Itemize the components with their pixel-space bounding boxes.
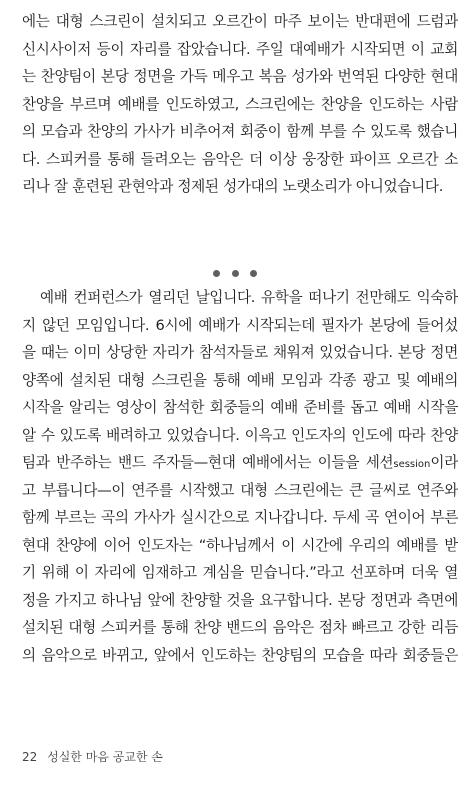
text-fragment: 팀과 반주하는 밴드 주자들—현대 예배에서는 이들을 세션 — [22, 454, 394, 471]
text-line: 정을 가지고 하나님 앞에 찬양할 것을 요구합니다. 본당 정면과 측면에 — [22, 591, 458, 609]
text-fragment: 이라 — [430, 454, 458, 471]
paragraph-2 — [22, 284, 458, 669]
text-line: 양쪽에 설치된 대형 스크린을 통해 예배 모임과 각종 광고 및 예배의 — [22, 371, 458, 389]
text-line: 의 모습과 찬양의 가사가 비추어져 회중이 함께 부를 수 있도록 했습니 — [22, 123, 458, 140]
text-line: 시작을 알리는 영상이 참석한 회중들의 예배 준비를 돕고 예배 시작을 — [22, 399, 458, 416]
text-line: 을 때는 이미 상당한 자리가 참석자들로 채워져 있었습니다. 본당 정면 — [22, 344, 458, 361]
paragraph-1 — [22, 8, 458, 201]
separator-dot-icon — [213, 270, 220, 277]
session-word: session — [393, 459, 431, 470]
book-title: 성실한 마음 공교한 손 — [47, 750, 163, 764]
text-line: 신시사이저 등이 자리를 잡았습니다. 주일 대예배가 시작되면 이 교회 — [22, 40, 458, 58]
text-line: 는 찬양팀이 본당 정면을 가득 메우고 복음 성가와 번역된 다양한 현대 — [22, 68, 458, 85]
text-line: 고 부릅니다—이 연주를 시작했고 대형 스크린에는 큰 글씨로 연주와 — [22, 481, 458, 499]
text-line: 설치된 대형 스피커를 통해 찬양 밴드의 음악은 점차 빠르고 강한 리듬 — [22, 619, 458, 636]
separator-dot-icon — [232, 270, 239, 277]
text-line: 리나 잘 훈련된 관현악과 정제된 성가대의 노랫소리가 아니었습니다. — [22, 178, 444, 195]
separator-dot-icon — [250, 270, 257, 277]
text-line: 함께 부르는 곡의 가사가 실시간으로 지나갑니다. 두세 곡 연이어 부른 — [22, 509, 458, 526]
text-line — [22, 449, 458, 477]
page-number: 22 — [22, 750, 38, 764]
text-line: 기 위해 이 자리에 임재하고 계심을 믿습니다.”라고 선포하며 더욱 열 — [22, 564, 458, 581]
text-line: 다. 스피커를 통해 들려오는 음악은 더 이상 웅장한 파이프 오르간 소 — [22, 150, 458, 168]
text-line: 지 않던 모임입니다. 6시에 예배가 시작되는데 필자가 본당에 들어섰 — [22, 316, 458, 334]
text-line: 찬양을 부르며 예배를 인도하였고, 스크린에는 찬양을 인도하는 사람 — [22, 95, 458, 113]
text-line: 에는 대형 스크린이 설치되고 오르간이 마주 보이는 반대편에 드럼과 — [22, 13, 458, 30]
text-line: 현대 찬양에 이어 인도자는 “하나님께서 이 시간에 우리의 예배를 받 — [22, 536, 458, 554]
text-line: 의 음악으로 바뀌고, 앞에서 인도하는 찬양팀의 모습을 따라 회중들은 — [22, 646, 458, 664]
section-separator — [0, 262, 470, 281]
page-footer — [22, 748, 163, 765]
text-line: 알 수 있도록 배려하고 있었습니다. 이윽고 인도자의 인도에 따라 찬양 — [22, 426, 458, 444]
text-line: 예배 컨퍼런스가 열리던 날입니다. 유학을 떠나기 전만해도 익숙하 — [40, 289, 458, 306]
